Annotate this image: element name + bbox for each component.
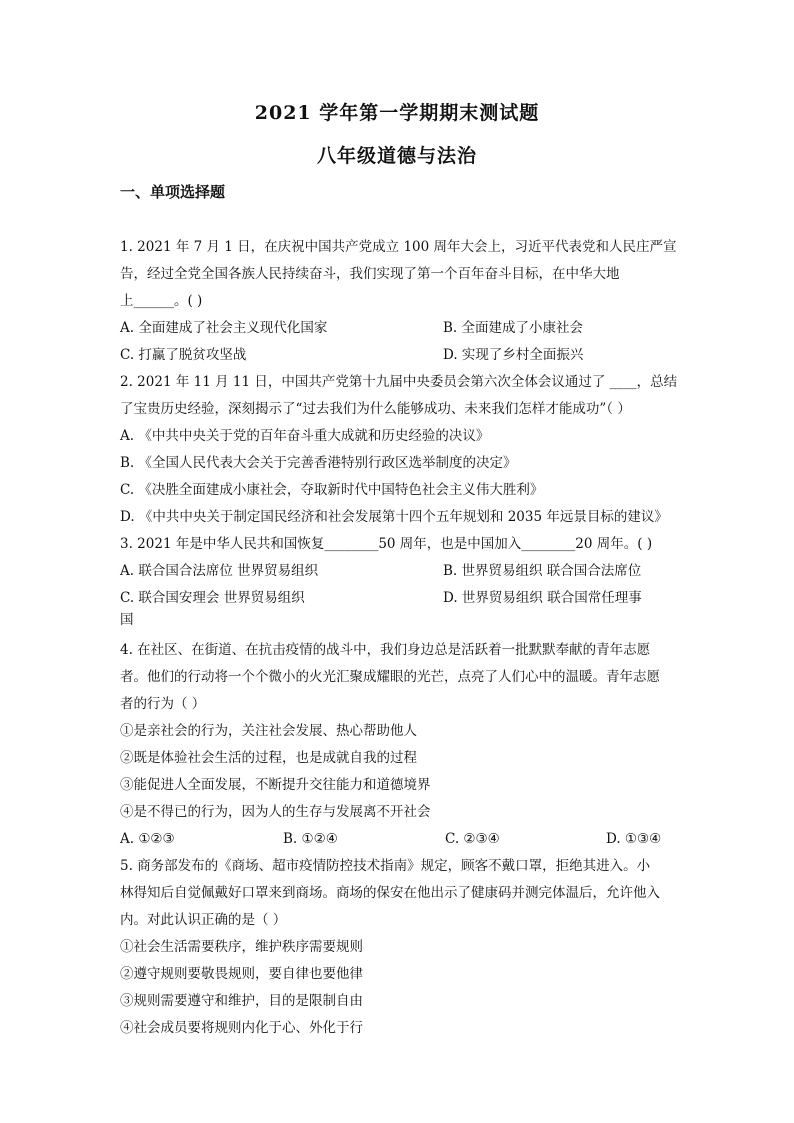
q3-option-c: C. 联合国安理会 世界贸易组织 (120, 590, 305, 606)
q2-stem-line-1: 2. 2021 年 11 月 11 日，中国共产党第十九届中央委员会第六次全体会议通过了 ____，总结 (120, 374, 678, 390)
q1-stem-line-1: 1. 2021 年 7 月 1 日，在庆祝中国共产党成立 100 周年大会上，习近平代表党和人民庄严宣 (120, 239, 677, 255)
q2-stem-line-2: 了宝贵历史经验，深刻揭示了“过去我们为什么能够成功、未来我们怎样才能成功”（ ） (120, 401, 631, 417)
q4-item-3: ③能促进人全面发展，不断提升交往能力和道德境界 (120, 777, 431, 793)
q3-option-a: A. 联合国合法席位 世界贸易组织 (120, 563, 319, 579)
q4-option-a: A. ①②③ (120, 831, 175, 847)
q1-option-b: B. 全面建成了小康社会 (443, 320, 584, 336)
q1-option-c: C. 打赢了脱贫攻坚战 (120, 347, 247, 363)
q4-stem-line-1: 4. 在社区、在街道、在抗击疫情的战斗中，我们身边总是活跃着一批默默奉献的青年志愿 (120, 642, 651, 658)
exam-title: 2021 学年第一学期期末测试题 (254, 102, 540, 124)
q5-item-2: ②遵守规则要敬畏规则，要自律也要他律 (120, 966, 363, 982)
q1-option-a: A. 全面建成了社会主义现代化国家 (120, 320, 328, 336)
section-heading: 一、单项选择题 (120, 183, 226, 201)
q4-stem-line-3: 者的行为（ ） (120, 696, 206, 712)
q2-option-b: B. 《全国人民代表大会关于完善香港特别行政区选举制度的决定》 (120, 455, 517, 471)
q3-stem: 3. 2021 年是中华人民共和国恢复________50 周年，也是中国加入________20 周年。( ) (120, 536, 653, 552)
q3-option-b: B. 世界贸易组织 联合国合法席位 (443, 563, 642, 579)
q4-stem-line-2: 者。他们的行动将一个个微小的火光汇聚成耀眼的光芒，点亮了人们心中的温暖。青年志愿 (120, 669, 660, 685)
q2-option-d: D. 《中共中央关于制定国民经济和社会发展第十四个五年规划和 2035 年远景目标的建议》 (120, 509, 668, 525)
q5-item-4: ④社会成员要将规则内化于心、外化于行 (120, 1020, 363, 1036)
q2-option-c: C. 《决胜全面建成小康社会，夺取新时代中国特色社会主义伟大胜利》 (120, 482, 544, 498)
exam-subtitle: 八年级道德与法治 (316, 145, 477, 167)
q4-item-2: ②既是体验社会生活的过程，也是成就自我的过程 (120, 750, 417, 766)
q5-stem-line-1: 5. 商务部发布的《商场、超市疫情防控技术指南》规定，顾客不戴口罩，拒绝其进入。小 (120, 858, 651, 874)
q5-item-1: ①社会生活需要秩序，维护秩序需要规则 (120, 939, 363, 955)
q5-stem-line-2: 林得知后自觉佩戴好口罩来到商场。商场的保安在他出示了健康码并测完体温后，允许他入 (120, 885, 660, 901)
q1-stem-line-3: 上______。( ) (120, 293, 203, 309)
q4-option-b: B. ①②④ (283, 831, 338, 847)
q4-option-d: D. ①③④ (606, 831, 662, 847)
q5-item-3: ③规则需要遵守和维护，目的是限制自由 (120, 993, 363, 1009)
q3-option-d-continued: 国 (120, 612, 134, 628)
q4-item-4: ④是不得已的行为，因为人的生存与发展离不开社会 (120, 804, 431, 820)
q3-option-d: D. 世界贸易组织 联合国常任理事 (443, 590, 642, 606)
q1-option-d: D. 实现了乡村全面振兴 (443, 347, 584, 363)
q4-option-c: C. ②③④ (445, 831, 500, 847)
q1-stem-line-2: 告，经过全党全国各族人民持续奋斗，我们实现了第一个百年奋斗目标，在中华大地 (120, 266, 620, 282)
q4-item-1: ①是亲社会的行为，关注社会发展、热心帮助他人 (120, 723, 417, 739)
q5-stem-line-3: 内。对此认识正确的是（ ） (120, 912, 287, 928)
q2-option-a: A. 《中共中央关于党的百年奋斗重大成就和历史经验的决议》 (120, 428, 490, 444)
